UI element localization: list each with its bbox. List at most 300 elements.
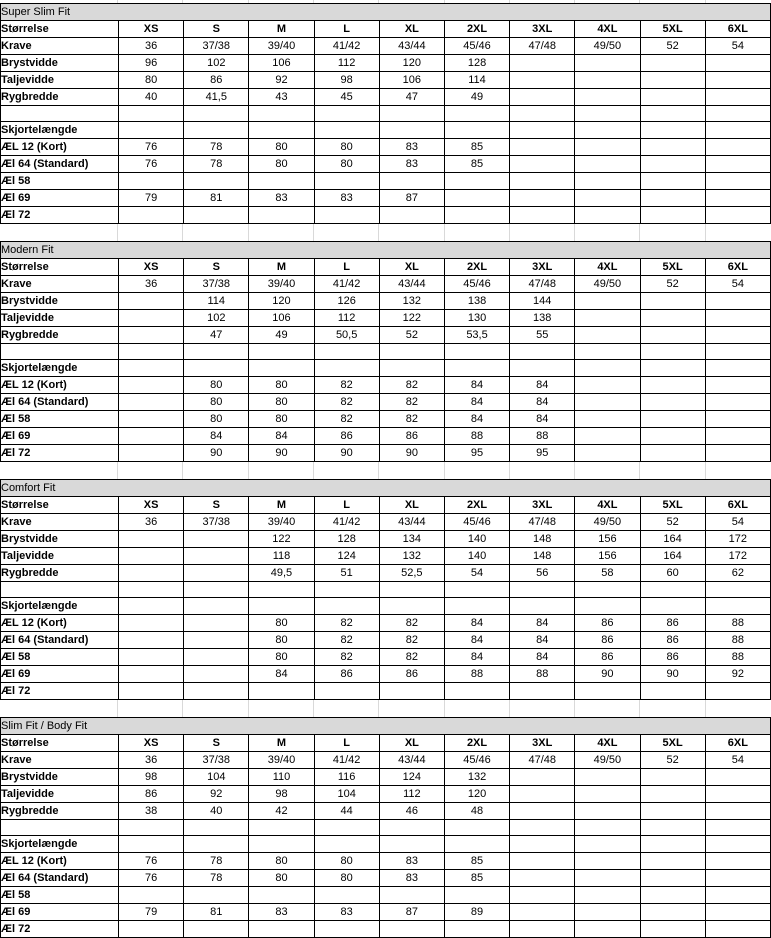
measurement-cell: 86 xyxy=(314,428,379,445)
section-gap-row xyxy=(0,224,771,241)
measurement-cell: 138 xyxy=(444,293,509,310)
measurement-cell: 92 xyxy=(249,72,314,89)
measurement-cell xyxy=(705,853,770,870)
measurement-cell xyxy=(184,360,249,377)
measurement-cell: 43/44 xyxy=(379,514,444,531)
measurement-cell: 45/46 xyxy=(444,514,509,531)
gridline-cell xyxy=(118,462,183,479)
measurement-cell: 81 xyxy=(184,904,249,921)
size-chart-sections xyxy=(0,3,771,938)
measurement-cell: 86 xyxy=(640,615,705,632)
measurement-cell xyxy=(640,803,705,820)
measurement-cell xyxy=(575,803,640,820)
size-column-header-cell: 2XL xyxy=(444,21,509,38)
size-column-header-cell: 3XL xyxy=(510,497,575,514)
measurement-cell xyxy=(379,820,444,836)
measurement-cell: 84 xyxy=(444,411,509,428)
measurement-cell: 112 xyxy=(314,310,379,327)
measurement-cell: 76 xyxy=(119,870,184,887)
measurement-cell: 88 xyxy=(510,428,575,445)
measurement-cell xyxy=(379,887,444,904)
measurement-cell xyxy=(119,598,184,615)
gridline-cell xyxy=(249,0,314,3)
measurement-cell: 86 xyxy=(640,632,705,649)
blank-row-label xyxy=(1,106,119,122)
row-label: Krave xyxy=(1,38,119,55)
measurement-cell xyxy=(575,921,640,938)
measurement-cell xyxy=(119,411,184,428)
row-label: ÆL 12 (Kort) xyxy=(1,853,119,870)
measurement-cell xyxy=(184,836,249,853)
measurement-cell: 82 xyxy=(314,411,379,428)
gridline-cell xyxy=(575,224,640,241)
measurement-cell: 96 xyxy=(119,55,184,72)
measurement-cell: 106 xyxy=(249,310,314,327)
measurement-cell xyxy=(705,327,770,344)
size-column-header-cell: XS xyxy=(119,735,184,752)
blank-row-label xyxy=(1,582,119,598)
measurement-cell xyxy=(510,139,575,156)
measurement-cell xyxy=(379,173,444,190)
measurement-cell xyxy=(119,531,184,548)
row-label: Brystvidde xyxy=(1,531,119,548)
fit-section-table xyxy=(0,479,771,700)
measurement-cell: 132 xyxy=(379,548,444,565)
measurement-cell: 82 xyxy=(379,411,444,428)
measurement-cell xyxy=(575,904,640,921)
measurement-cell: 84 xyxy=(510,649,575,666)
measurement-cell xyxy=(575,207,640,224)
measurement-cell: 130 xyxy=(444,310,509,327)
measurement-cell: 82 xyxy=(379,649,444,666)
section-title: Modern Fit xyxy=(1,242,771,259)
measurement-cell xyxy=(640,853,705,870)
measurement-cell xyxy=(705,786,770,803)
gridline-cell xyxy=(314,462,379,479)
measurement-cell: 41/42 xyxy=(314,514,379,531)
measurement-cell: 102 xyxy=(184,55,249,72)
row-label: Størrelse xyxy=(1,735,119,752)
measurement-cell xyxy=(314,887,379,904)
row-label: Æl 69 xyxy=(1,904,119,921)
measurement-cell xyxy=(640,106,705,122)
measurement-cell: 54 xyxy=(705,38,770,55)
measurement-cell xyxy=(119,666,184,683)
measurement-cell xyxy=(640,904,705,921)
measurement-cell xyxy=(184,106,249,122)
measurement-cell xyxy=(705,394,770,411)
measurement-cell: 84 xyxy=(510,394,575,411)
measurement-cell xyxy=(184,632,249,649)
size-column-header-cell: 4XL xyxy=(575,497,640,514)
measurement-cell xyxy=(705,190,770,207)
measurement-cell: 46 xyxy=(379,803,444,820)
measurement-cell: 37/38 xyxy=(184,514,249,531)
row-label: Æl 64 (Standard) xyxy=(1,394,119,411)
measurement-cell: 54 xyxy=(705,276,770,293)
measurement-cell xyxy=(510,870,575,887)
measurement-cell xyxy=(119,293,184,310)
measurement-cell: 43 xyxy=(249,89,314,106)
row-label: Æl 69 xyxy=(1,428,119,445)
measurement-cell: 83 xyxy=(314,904,379,921)
fit-section-table xyxy=(0,241,771,462)
measurement-cell xyxy=(314,921,379,938)
gridline-cell xyxy=(183,462,248,479)
measurement-cell: 47/48 xyxy=(510,276,575,293)
measurement-cell xyxy=(119,207,184,224)
measurement-cell xyxy=(705,173,770,190)
measurement-cell xyxy=(379,122,444,139)
measurement-cell: 114 xyxy=(184,293,249,310)
measurement-cell xyxy=(184,921,249,938)
row-label: Æl 64 (Standard) xyxy=(1,870,119,887)
gridline-cell xyxy=(640,224,705,241)
measurement-cell xyxy=(249,582,314,598)
measurement-cell xyxy=(314,360,379,377)
measurement-cell: 47 xyxy=(379,89,444,106)
gridline-cell xyxy=(249,224,314,241)
measurement-cell xyxy=(249,598,314,615)
measurement-cell xyxy=(119,445,184,462)
measurement-cell: 76 xyxy=(119,139,184,156)
row-label: Æl 64 (Standard) xyxy=(1,156,119,173)
measurement-cell xyxy=(640,377,705,394)
measurement-cell xyxy=(640,582,705,598)
measurement-cell xyxy=(444,190,509,207)
measurement-cell: 106 xyxy=(379,72,444,89)
gridline-cell xyxy=(314,0,379,3)
measurement-cell: 82 xyxy=(314,649,379,666)
row-label: Rygbredde xyxy=(1,803,119,820)
row-label: Krave xyxy=(1,752,119,769)
measurement-cell: 41,5 xyxy=(184,89,249,106)
measurement-cell: 49/50 xyxy=(575,276,640,293)
measurement-cell xyxy=(640,598,705,615)
measurement-cell: 89 xyxy=(444,904,509,921)
gridline-cell xyxy=(575,0,640,3)
measurement-cell: 82 xyxy=(314,615,379,632)
row-label: Størrelse xyxy=(1,21,119,38)
measurement-cell xyxy=(575,360,640,377)
measurement-cell xyxy=(119,921,184,938)
measurement-cell: 76 xyxy=(119,853,184,870)
measurement-cell: 40 xyxy=(119,89,184,106)
gridline-cell xyxy=(510,224,575,241)
measurement-cell: 40 xyxy=(184,803,249,820)
measurement-cell xyxy=(575,394,640,411)
fit-section-table xyxy=(0,3,771,224)
measurement-cell: 86 xyxy=(119,786,184,803)
measurement-cell: 52 xyxy=(640,752,705,769)
measurement-cell: 80 xyxy=(249,139,314,156)
measurement-cell xyxy=(119,428,184,445)
measurement-cell: 84 xyxy=(249,428,314,445)
row-label: Taljevidde xyxy=(1,548,119,565)
measurement-cell: 84 xyxy=(444,632,509,649)
measurement-cell: 44 xyxy=(314,803,379,820)
measurement-cell: 56 xyxy=(510,565,575,582)
measurement-cell xyxy=(640,89,705,106)
measurement-cell xyxy=(705,344,770,360)
gridline-cell xyxy=(445,700,510,717)
row-label: Rygbredde xyxy=(1,565,119,582)
measurement-cell xyxy=(640,921,705,938)
measurement-cell xyxy=(314,683,379,700)
measurement-cell: 90 xyxy=(575,666,640,683)
measurement-cell: 82 xyxy=(379,615,444,632)
measurement-cell: 52 xyxy=(640,514,705,531)
measurement-cell xyxy=(640,139,705,156)
measurement-cell xyxy=(705,122,770,139)
measurement-cell: 54 xyxy=(705,752,770,769)
measurement-cell: 82 xyxy=(379,394,444,411)
measurement-cell: 39/40 xyxy=(249,38,314,55)
measurement-cell: 54 xyxy=(444,565,509,582)
measurement-cell: 84 xyxy=(184,428,249,445)
measurement-cell xyxy=(705,904,770,921)
measurement-cell xyxy=(705,428,770,445)
measurement-cell xyxy=(575,445,640,462)
row-label: Æl 58 xyxy=(1,411,119,428)
measurement-cell xyxy=(184,649,249,666)
measurement-cell xyxy=(119,820,184,836)
measurement-cell xyxy=(379,344,444,360)
measurement-cell xyxy=(444,921,509,938)
measurement-cell: 90 xyxy=(184,445,249,462)
measurement-cell: 49/50 xyxy=(575,752,640,769)
measurement-cell xyxy=(640,820,705,836)
measurement-cell xyxy=(119,649,184,666)
size-column-header-cell: L xyxy=(314,259,379,276)
measurement-cell xyxy=(249,173,314,190)
size-column-header-cell: XS xyxy=(119,259,184,276)
size-column-header-cell: XL xyxy=(379,735,444,752)
measurement-cell: 128 xyxy=(314,531,379,548)
measurement-cell: 37/38 xyxy=(184,276,249,293)
measurement-cell xyxy=(510,122,575,139)
measurement-cell xyxy=(249,360,314,377)
measurement-cell: 86 xyxy=(379,428,444,445)
measurement-cell xyxy=(444,887,509,904)
measurement-cell xyxy=(119,683,184,700)
measurement-cell: 90 xyxy=(379,445,444,462)
measurement-cell xyxy=(705,360,770,377)
measurement-cell xyxy=(575,310,640,327)
measurement-cell xyxy=(184,344,249,360)
measurement-cell xyxy=(575,853,640,870)
measurement-cell xyxy=(119,632,184,649)
measurement-cell xyxy=(314,598,379,615)
measurement-cell: 52 xyxy=(640,38,705,55)
measurement-cell: 80 xyxy=(249,632,314,649)
measurement-cell: 78 xyxy=(184,139,249,156)
measurement-cell: 164 xyxy=(640,548,705,565)
measurement-cell xyxy=(379,106,444,122)
measurement-cell xyxy=(184,820,249,836)
measurement-cell xyxy=(510,803,575,820)
measurement-cell xyxy=(184,173,249,190)
size-column-header-cell: 4XL xyxy=(575,21,640,38)
measurement-cell: 122 xyxy=(379,310,444,327)
measurement-cell xyxy=(640,836,705,853)
measurement-cell xyxy=(510,55,575,72)
measurement-cell xyxy=(184,548,249,565)
gridline-cell xyxy=(379,0,444,3)
measurement-cell xyxy=(510,853,575,870)
measurement-cell xyxy=(249,683,314,700)
size-column-header-cell: 3XL xyxy=(510,21,575,38)
gridline-cell xyxy=(118,224,183,241)
measurement-cell xyxy=(184,122,249,139)
measurement-cell: 38 xyxy=(119,803,184,820)
measurement-cell xyxy=(510,207,575,224)
gridline-cell xyxy=(445,224,510,241)
size-column-header-cell: 6XL xyxy=(705,21,770,38)
gridline-cell xyxy=(445,462,510,479)
gridline-cell xyxy=(640,462,705,479)
measurement-cell: 85 xyxy=(444,870,509,887)
size-column-header-cell: M xyxy=(249,259,314,276)
measurement-cell xyxy=(575,106,640,122)
measurement-cell xyxy=(314,207,379,224)
measurement-cell xyxy=(640,344,705,360)
measurement-cell: 112 xyxy=(314,55,379,72)
measurement-cell: 51 xyxy=(314,565,379,582)
row-label: Størrelse xyxy=(1,497,119,514)
size-column-header-cell: 2XL xyxy=(444,735,509,752)
gridline-cell xyxy=(640,0,705,3)
measurement-cell xyxy=(314,582,379,598)
measurement-cell xyxy=(184,887,249,904)
measurement-cell xyxy=(705,106,770,122)
measurement-cell: 83 xyxy=(314,190,379,207)
measurement-cell xyxy=(119,836,184,853)
measurement-cell xyxy=(640,310,705,327)
measurement-cell xyxy=(510,173,575,190)
measurement-cell xyxy=(314,106,379,122)
measurement-cell xyxy=(705,207,770,224)
measurement-cell: 98 xyxy=(119,769,184,786)
measurement-cell: 104 xyxy=(184,769,249,786)
measurement-cell: 148 xyxy=(510,548,575,565)
measurement-cell xyxy=(575,683,640,700)
row-label: Æl 64 (Standard) xyxy=(1,632,119,649)
gridline-cell xyxy=(379,700,444,717)
measurement-cell xyxy=(510,820,575,836)
measurement-cell: 132 xyxy=(444,769,509,786)
size-column-header-cell: S xyxy=(184,497,249,514)
measurement-cell xyxy=(510,72,575,89)
measurement-cell xyxy=(510,904,575,921)
measurement-cell: 80 xyxy=(249,615,314,632)
measurement-cell: 172 xyxy=(705,548,770,565)
measurement-cell xyxy=(575,122,640,139)
measurement-cell xyxy=(705,156,770,173)
measurement-cell xyxy=(705,445,770,462)
measurement-cell: 98 xyxy=(314,72,379,89)
size-column-header-cell: 5XL xyxy=(640,497,705,514)
measurement-cell xyxy=(119,106,184,122)
measurement-cell: 84 xyxy=(510,411,575,428)
measurement-cell: 84 xyxy=(510,632,575,649)
measurement-cell xyxy=(510,769,575,786)
measurement-cell xyxy=(640,327,705,344)
measurement-cell: 98 xyxy=(249,786,314,803)
measurement-cell: 49 xyxy=(444,89,509,106)
measurement-cell xyxy=(444,360,509,377)
measurement-cell: 60 xyxy=(640,565,705,582)
section-title: Super Slim Fit xyxy=(1,4,771,21)
measurement-cell xyxy=(119,327,184,344)
measurement-cell: 83 xyxy=(379,139,444,156)
measurement-cell: 140 xyxy=(444,531,509,548)
fit-section-table xyxy=(0,717,771,938)
measurement-cell xyxy=(314,122,379,139)
size-column-header-cell: 4XL xyxy=(575,735,640,752)
gridline-cell xyxy=(118,700,183,717)
measurement-cell: 110 xyxy=(249,769,314,786)
measurement-cell: 86 xyxy=(575,649,640,666)
size-column-header-cell: 6XL xyxy=(705,259,770,276)
measurement-cell: 43/44 xyxy=(379,752,444,769)
measurement-cell xyxy=(575,139,640,156)
measurement-cell: 80 xyxy=(249,411,314,428)
measurement-cell: 104 xyxy=(314,786,379,803)
measurement-cell xyxy=(640,394,705,411)
measurement-cell xyxy=(249,921,314,938)
gridline-cell xyxy=(0,0,118,3)
measurement-cell: 49,5 xyxy=(249,565,314,582)
measurement-cell xyxy=(379,683,444,700)
measurement-cell: 85 xyxy=(444,139,509,156)
measurement-cell: 80 xyxy=(184,377,249,394)
measurement-cell xyxy=(444,106,509,122)
measurement-cell xyxy=(705,769,770,786)
measurement-cell xyxy=(640,190,705,207)
measurement-cell xyxy=(510,683,575,700)
measurement-cell: 37/38 xyxy=(184,38,249,55)
measurement-cell: 88 xyxy=(705,615,770,632)
row-label: Æl 72 xyxy=(1,207,119,224)
measurement-cell xyxy=(510,360,575,377)
measurement-cell xyxy=(249,122,314,139)
measurement-cell xyxy=(249,836,314,853)
row-label: Æl 72 xyxy=(1,445,119,462)
measurement-cell: 48 xyxy=(444,803,509,820)
row-label: Taljevidde xyxy=(1,786,119,803)
measurement-cell: 82 xyxy=(314,377,379,394)
measurement-cell: 80 xyxy=(249,649,314,666)
measurement-cell: 45/46 xyxy=(444,752,509,769)
measurement-cell xyxy=(575,411,640,428)
measurement-cell xyxy=(119,122,184,139)
measurement-cell xyxy=(705,582,770,598)
measurement-cell: 84 xyxy=(444,394,509,411)
measurement-cell xyxy=(444,173,509,190)
measurement-cell xyxy=(705,310,770,327)
measurement-cell xyxy=(184,666,249,683)
measurement-cell: 36 xyxy=(119,752,184,769)
measurement-cell: 80 xyxy=(314,139,379,156)
measurement-cell xyxy=(640,870,705,887)
measurement-cell xyxy=(640,445,705,462)
size-column-header-cell: 2XL xyxy=(444,497,509,514)
measurement-cell: 90 xyxy=(249,445,314,462)
gridline-cell xyxy=(510,700,575,717)
measurement-cell: 80 xyxy=(249,394,314,411)
measurement-cell xyxy=(640,428,705,445)
